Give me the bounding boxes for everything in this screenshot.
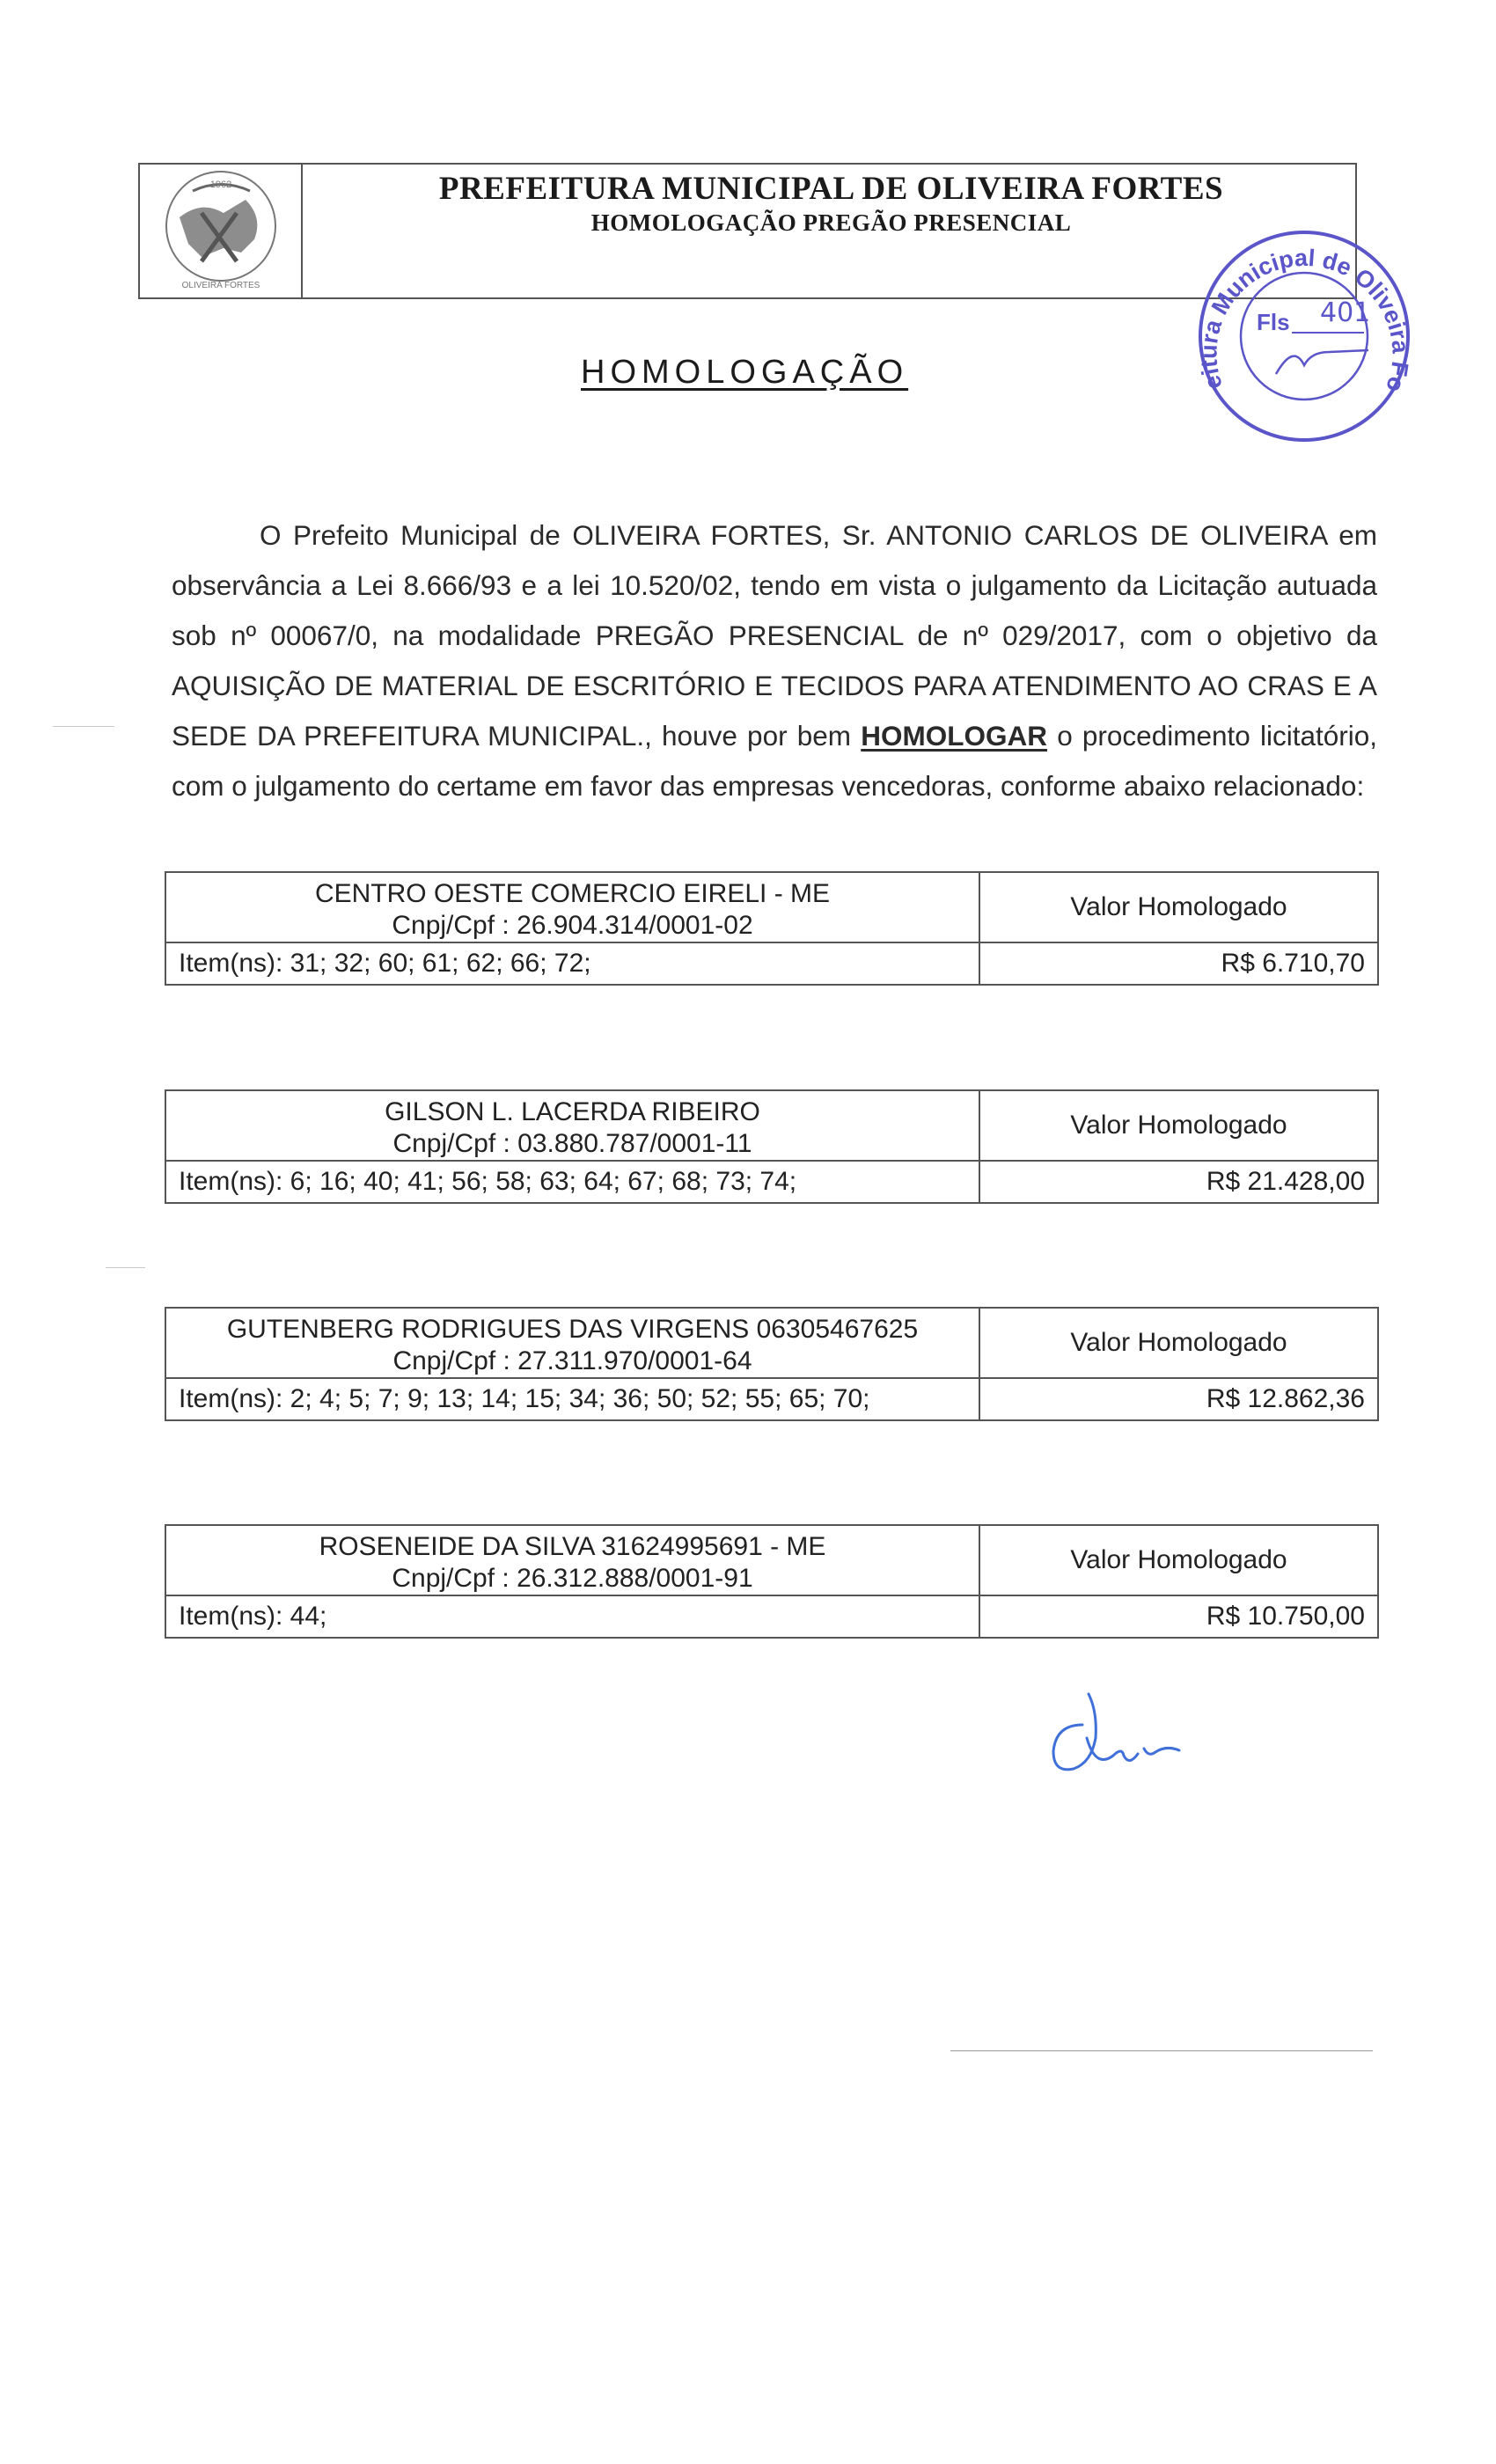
crest-caption: OLIVEIRA FORTES (181, 281, 260, 290)
vendor-name: GILSON L. LACERDA RIBEIRO (385, 1097, 760, 1126)
stamp-ring-text: eitura Municipal de Oliveira Fo (1195, 244, 1414, 396)
vendor-items: Item(ns): 2; 4; 5; 7; 9; 13; 14; 15; 34; 36; 50; 52; 55; 65; 70; (166, 1377, 979, 1419)
value-label: Valor Homologado (1070, 1111, 1287, 1140)
stamp-initials-mark (1276, 350, 1368, 374)
vendor-table (165, 871, 1379, 986)
footer-rule (950, 2050, 1373, 2051)
vendor-value-cell (980, 1091, 1377, 1202)
homologated-value: R$ 12.862,36 (980, 1377, 1377, 1419)
vendor-cnpj: Cnpj/Cpf : 27.311.970/0001-64 (392, 1346, 752, 1375)
vendor-table (165, 1307, 1379, 1421)
vendor-value-cell (980, 873, 1377, 984)
municipality-title: PREFEITURA MUNICIPAL DE OLIVEIRA FORTES (438, 171, 1224, 207)
scan-mark (53, 726, 114, 727)
vendor-value-cell (980, 1309, 1377, 1419)
vendor-name: GUTENBERG RODRIGUES DAS VIRGENS 06305467625 (226, 1315, 919, 1344)
page-number-stamp (1188, 220, 1421, 453)
vendor-table (165, 1089, 1379, 1204)
homologation-paragraph (172, 510, 1377, 811)
vendor-name: CENTRO OESTE COMERCIO EIRELI - ME (314, 879, 831, 908)
vendor-info (166, 1526, 980, 1637)
document-subtitle: HOMOLOGAÇÃO PREGÃO PRESENCIAL (590, 209, 1072, 236)
homologar-emphasis: HOMOLOGAR (861, 719, 1047, 752)
paragraph-text-part1: O Prefeito Municipal de OLIVEIRA FORTES, Sr. ANTONIO CARLOS DE OLIVEIRA em observância a Lei 8.666/93 e a lei 10.520/02, tendo em vista o julgamento da Licitação autuada sob nº 00067/0, na modalidade PREGÃO PRESENCIAL de nº 029/2017, com o objetivo da AQUISIÇÃO DE MATERIAL DE ESCRITÓRIO E TECIDOS PARA ATENDIMENTO AO CRAS E A SEDE DA PREFEITURA MUNICIPAL., houve por bem (172, 518, 1377, 752)
vendor-items: Item(ns): 6; 16; 40; 41; 56; 58; 63; 64; 67; 68; 73; 74; (166, 1160, 979, 1202)
svg-text:Prefeitura Municipal de Olivei (1188, 220, 1414, 395)
vendor-cnpj: Cnpj/Cpf : 26.904.314/0001-02 (392, 911, 753, 940)
stamp-fls-number: 401 (1320, 297, 1371, 328)
value-label: Valor Homologado (1070, 1545, 1287, 1574)
paragraph-text-part2: o procedimento licitatório, com o julgamento do certame em favor das empresas vencedoras, conforme abaixo relacionado: (172, 719, 1377, 802)
vendor-items: Item(ns): 31; 32; 60; 61; 62; 66; 72; (166, 942, 979, 984)
vendor-info (166, 1091, 980, 1202)
signature (1034, 1685, 1210, 1791)
document-heading: HOMOLOGAÇÃO (581, 354, 909, 391)
value-label: Valor Homologado (1070, 1328, 1287, 1357)
homologated-value: R$ 6.710,70 (980, 942, 1377, 984)
letterhead (138, 163, 1357, 299)
value-label: Valor Homologado (1070, 892, 1287, 921)
vendor-table (165, 1524, 1379, 1639)
municipal-crest (140, 165, 303, 297)
vendor-items: Item(ns): 44; (166, 1595, 979, 1637)
crest-year: 1962 (209, 180, 232, 190)
vendor-cnpj: Cnpj/Cpf : 03.880.787/0001-11 (392, 1129, 752, 1158)
vendor-info (166, 1309, 980, 1419)
homologated-value: R$ 10.750,00 (980, 1595, 1377, 1637)
vendor-name: ROSENEIDE DA SILVA 31624995691 - ME (319, 1532, 826, 1561)
stamp-fls-label: Fls (1257, 309, 1290, 335)
vendor-info (166, 873, 980, 984)
vendor-value-cell (980, 1526, 1377, 1637)
scan-mark (106, 1267, 145, 1268)
homologated-value: R$ 21.428,00 (980, 1160, 1377, 1202)
vendor-cnpj: Cnpj/Cpf : 26.312.888/0001-91 (392, 1564, 753, 1593)
